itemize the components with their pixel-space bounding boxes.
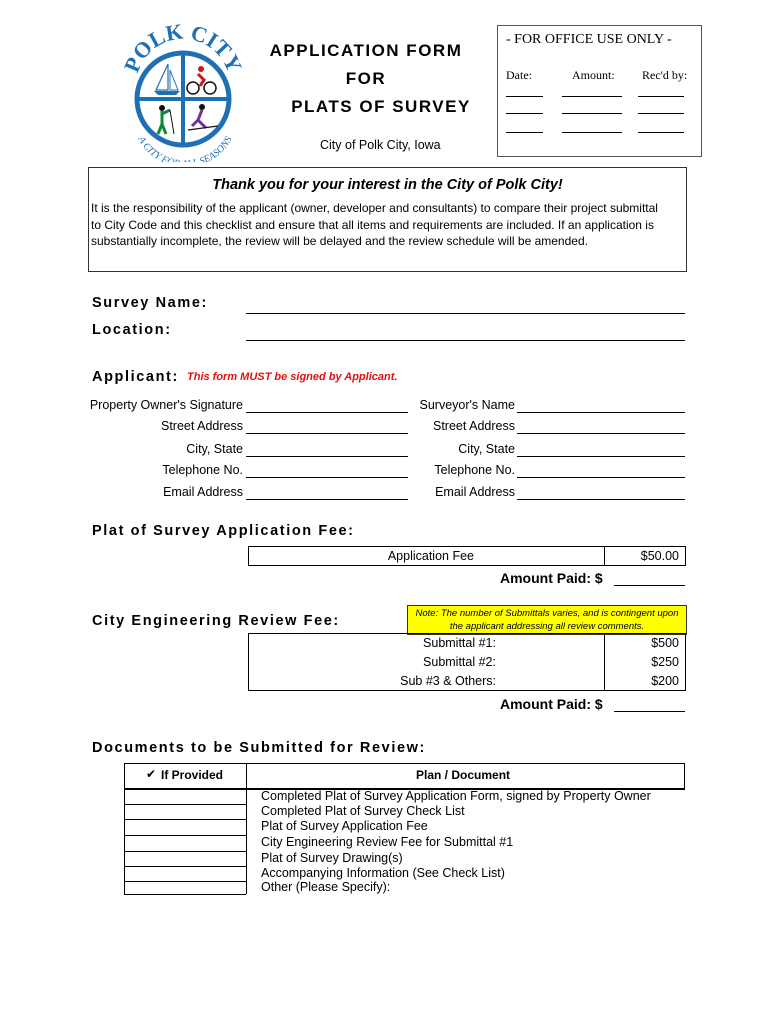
office-recd-line-1[interactable] — [638, 96, 684, 97]
submittal-note-text: Note: The number of Submittals varies, and is contingent upon the applicant addressing all review comments. — [415, 608, 679, 632]
submittal-3-label: Sub #3 & Others: — [249, 672, 605, 691]
surveyor-phone-label: Telephone No. — [434, 463, 515, 477]
survey-name-label: Survey Name: — [92, 295, 208, 311]
documents-table — [124, 763, 685, 895]
location-label: Location: — [92, 322, 172, 338]
surveyor-city-line[interactable] — [517, 456, 685, 457]
document-item-6: Accompanying Information (See Check List) — [261, 866, 505, 880]
owner-signature-line[interactable] — [246, 412, 408, 413]
checkbox-item-4[interactable] — [125, 836, 245, 850]
owner-signature-label: Property Owner's Signature — [89, 398, 243, 412]
engineering-amount-paid-line[interactable] — [614, 711, 685, 712]
plat-fee-table — [248, 546, 686, 566]
page-subtitle: City of Polk City, Iowa — [320, 138, 441, 152]
logo-emblem — [118, 22, 248, 162]
owner-email-line[interactable] — [246, 499, 408, 500]
office-amount-line-1[interactable] — [562, 96, 622, 97]
document-item-2: Completed Plat of Survey Check List — [261, 804, 465, 818]
applicant-required-note: This form MUST be signed by Applicant. — [187, 371, 398, 383]
document-item-7: Other (Please Specify): — [261, 880, 391, 894]
office-date-line-2[interactable] — [506, 113, 543, 114]
owner-phone-label: Telephone No. — [162, 463, 243, 477]
checkbox-item-6[interactable] — [125, 867, 245, 881]
col-if-provided: If Provided — [161, 768, 224, 782]
checkbox-item-5[interactable] — [125, 852, 245, 866]
checkbox-item-3[interactable] — [125, 820, 245, 834]
office-amount-line-3[interactable] — [562, 132, 622, 133]
engineering-fee-heading: City Engineering Review Fee: — [92, 613, 340, 629]
surveyor-street-line[interactable] — [517, 433, 685, 434]
surveyor-email-label: Email Address — [435, 485, 515, 499]
plat-fee-value: $50.00 — [605, 547, 686, 566]
engineering-amount-paid-label: Amount Paid: $ — [500, 696, 603, 712]
surveyor-city-label: City, State — [458, 442, 515, 456]
owner-email-label: Email Address — [163, 485, 243, 499]
document-item-1: Completed Plat of Survey Application Form, signed by Property Owner — [261, 789, 651, 803]
location-line[interactable] — [246, 340, 685, 341]
title-line-3: PLATS OF SURVEY — [291, 97, 471, 116]
plat-fee-label: Application Fee — [249, 547, 605, 566]
documents-heading: Documents to be Submitted for Review: — [92, 740, 426, 756]
office-amount-label: Amount: — [572, 68, 615, 82]
office-amount-line-2[interactable] — [562, 113, 622, 114]
surveyor-phone-line[interactable] — [517, 477, 685, 478]
office-recd-line-3[interactable] — [638, 132, 684, 133]
office-date-label: Date: — [506, 68, 532, 82]
document-item-4: City Engineering Review Fee for Submittal #1 — [261, 835, 514, 849]
row-divider — [124, 894, 246, 895]
intro-box — [88, 167, 687, 272]
plat-amount-paid-label: Amount Paid: $ — [500, 570, 603, 586]
owner-phone-line[interactable] — [246, 477, 408, 478]
plat-amount-paid-line[interactable] — [614, 585, 685, 586]
documents-col-divider — [246, 763, 247, 894]
owner-street-line[interactable] — [246, 433, 408, 434]
city-logo — [118, 22, 248, 162]
title-line-1: APPLICATION FORM — [269, 41, 463, 60]
col-plan-document: Plan / Document — [416, 768, 511, 782]
checkbox-item-1[interactable] — [125, 790, 245, 804]
office-date-line-3[interactable] — [506, 132, 543, 133]
office-recd-line-2[interactable] — [638, 113, 684, 114]
surveyor-email-line[interactable] — [517, 499, 685, 500]
plat-fee-heading: Plat of Survey Application Fee: — [92, 523, 355, 539]
submittal-1-value: $500 — [605, 634, 686, 653]
submittal-note-box — [407, 605, 687, 635]
check-icon: ✔ — [146, 767, 157, 781]
office-use-box — [497, 25, 702, 157]
logo-bottom-text: A CITY F SEASONS — [135, 134, 235, 162]
submittal-3-value: $200 — [605, 672, 686, 691]
applicant-heading: Applicant: — [92, 369, 179, 385]
submittal-1-label: Submittal #1: — [249, 634, 605, 653]
submittal-2-value: $250 — [605, 653, 686, 672]
engineering-fee-table — [248, 633, 686, 691]
owner-city-label: City, State — [186, 442, 243, 456]
intro-body: It is the responsibility of the applicant (owner, developer and consultants) to compare their project submittal to City Code and this checklist and ensure that all items and requirements are included. If an application is substantially incomplete, the review will be delayed and the review schedule will be amended. — [91, 201, 658, 248]
office-recd-label: Rec'd by: — [642, 68, 688, 82]
office-heading: - FOR OFFICE USE ONLY - — [506, 32, 672, 47]
checkbox-item-2[interactable] — [125, 805, 245, 819]
survey-name-line[interactable] — [246, 313, 685, 314]
title-line-2: FOR — [345, 69, 387, 88]
surveyor-name-line[interactable] — [517, 412, 685, 413]
logo-top-text: POLK CITY — [118, 22, 248, 76]
office-date-line-1[interactable] — [506, 96, 543, 97]
owner-city-line[interactable] — [246, 456, 408, 457]
document-item-5: Plat of Survey Drawing(s) — [261, 851, 403, 865]
owner-street-label: Street Address — [161, 419, 243, 433]
surveyor-name-label: Surveyor's Name — [419, 398, 515, 412]
submittal-2-label: Submittal #2: — [249, 653, 605, 672]
checkbox-item-7[interactable] — [125, 882, 245, 894]
intro-heading: Thank you for your interest in the City of Polk City! — [212, 177, 563, 193]
document-item-3: Plat of Survey Application Fee — [261, 819, 428, 833]
surveyor-street-label: Street Address — [433, 419, 515, 433]
